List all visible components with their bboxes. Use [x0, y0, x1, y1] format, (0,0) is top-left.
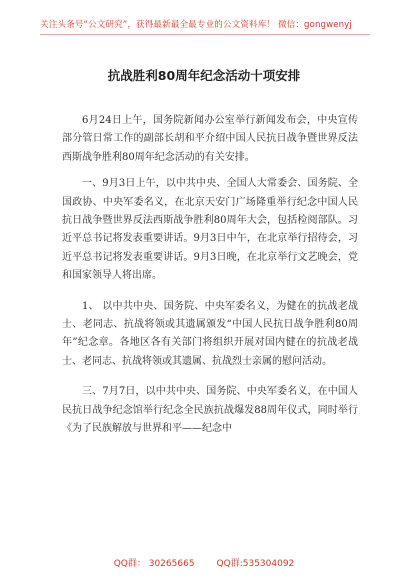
document-body [62, 112, 358, 451]
paragraph-intro: 6月24日上午，国务院新闻办公室举行新闻发布会，中央宣传部分管日常工作的副部长胡和平介绍中国人民抗日战争暨世界反法西斯战争胜利80周年纪念活动的有关安排。 [62, 115, 358, 163]
banner-divider [40, 34, 370, 35]
promo-banner: 关注头条号“公文研究”，获得最新最全最专业的公文资料库！ 微信：gongwenyj [40, 20, 352, 30]
paragraph-item-2: 1、 以中共中央、国务院、中央军委名义，为健在的抗战老战士、老同志、抗战将领或其遗属颁发“中国人民抗日战争胜利80周年”纪念章。各地区各有关部门将组织开展对国内健在的抗战老战士、老同志、抗战将领或其遗属、抗战烈士亲属的慰问活动。 [62, 300, 358, 367]
paragraph-item-3: 三、7月7日，以中共中央、国务院、中央军委名义，在中国人民抗日战争纪念馆举行纪念全民族抗战爆发88周年仪式，同时举行《为了民族解放与世界和平——纪念中 [62, 386, 358, 435]
paragraph-item-1: 一、9月3日上午，以中共中央、全国人大常委会、国务院、全国政协、中央军委名义，在北京天安门广场隆重举行纪念中国人民抗日战争暨世界反法西斯战争胜利80周年大会，包括检阅部队。习近平总书记将发表重要讲话。9月3日中午，在北京举行招待会，习近平总书记将发表重要讲话。9月3日晚，在北京举行文艺晚会，党和国家领导人将出席。 [62, 178, 358, 282]
footer-contact [0, 556, 408, 569]
footer-qq-group-1: QQ群： 30265665 [113, 559, 195, 569]
document-title: 抗战胜利80周年纪念活动十项安排 [107, 68, 301, 83]
footer-qq-group-2: QQ群:535304092 [216, 559, 295, 569]
